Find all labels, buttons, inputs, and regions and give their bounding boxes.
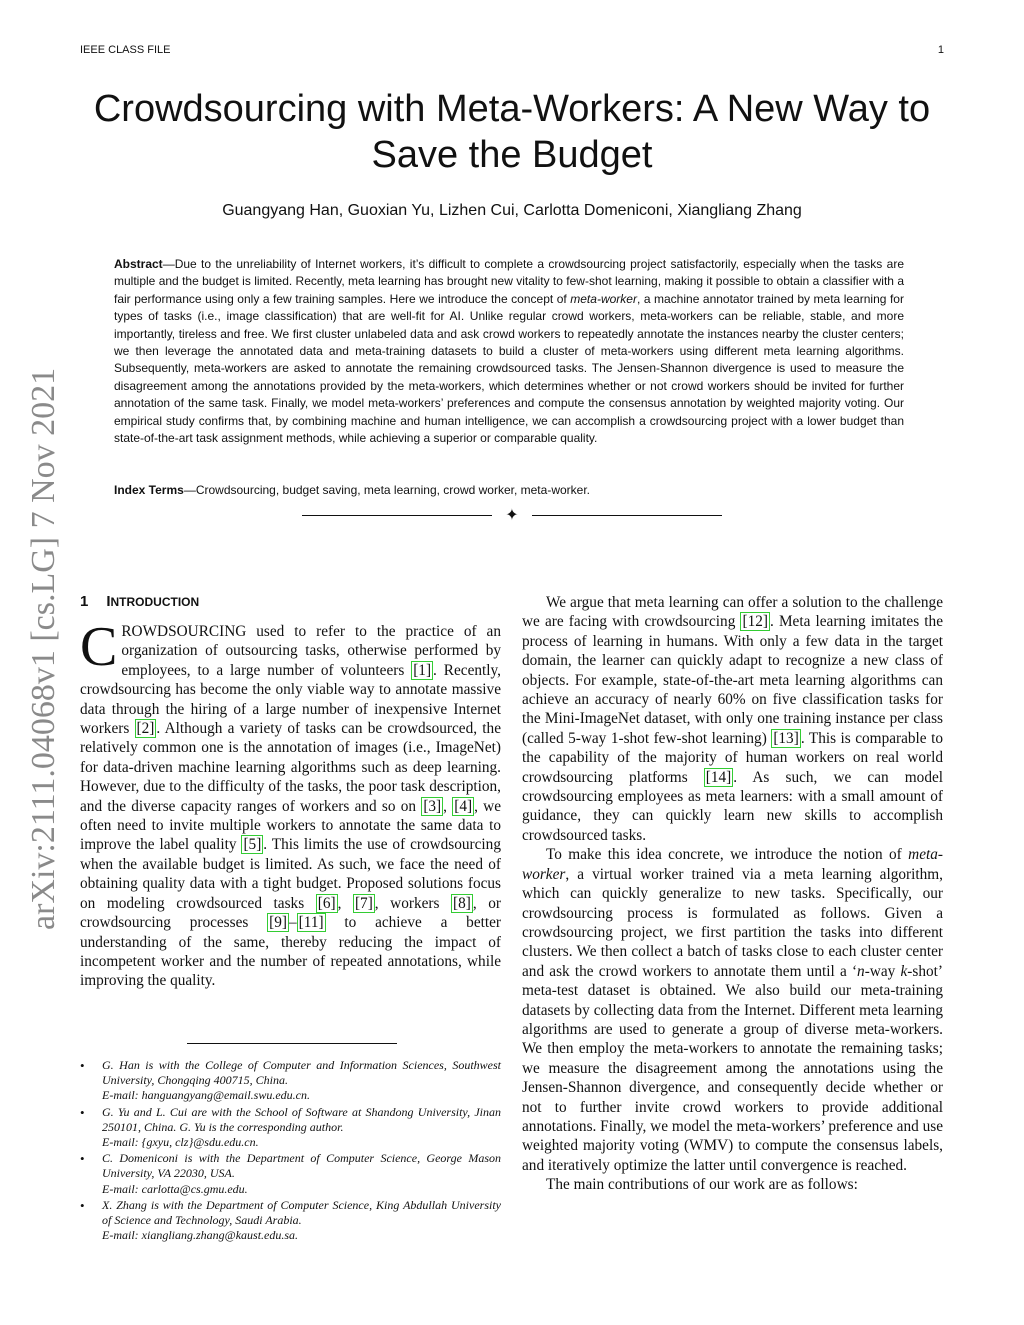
citation-link[interactable]: [5]	[243, 836, 262, 854]
footnote-item	[80, 1151, 501, 1197]
citation-link[interactable]: [6]	[317, 894, 336, 912]
text-run: , or crowdsourcing processes	[80, 894, 501, 932]
page-number: 1	[937, 44, 944, 56]
footnote-item	[80, 1058, 501, 1104]
right-column	[522, 593, 943, 1195]
citation-link[interactable]: [11]	[298, 914, 324, 932]
citation-link[interactable]: [7]	[354, 894, 373, 912]
index-terms-label: Index Terms	[114, 483, 184, 497]
section-title-rest: NTRODUCTION	[110, 595, 200, 609]
citation-link[interactable]: [8]	[453, 894, 471, 912]
citation-link[interactable]: [2]	[136, 720, 155, 738]
running-header: IEEE CLASS FILE	[80, 44, 171, 56]
text-run: -shot’ meta-test dataset is obtained. We also build our meta-training datasets by collecting data from the Internet. Different meta learning algorithms are used to generate a group of diverse meta-workers. We then employ the meta-workers to annotate the remaining tasks; we measure the disagreement among the annotations using the Jensen-Shannon divergence, and consequently decide whether or not to further invite crowd workers to provide additional annotations. Finally, we model the meta-workers’ preference and use weighted majority voting (WMV) to compute the consensus labels, and iteratively optimize the latter until convergence is reached.	[522, 962, 943, 1174]
math-n: n	[857, 962, 865, 980]
text-run: , we often need to invite multiple workers to annotate the same data to improve the label quality	[80, 797, 501, 854]
footnote-affiliation: • X. Zhang is with the Department of Computer Science, King Abdullah University of Science and Technology, Saudi Arabia.	[102, 1197, 501, 1228]
abstract-emphasis: meta-worker	[570, 291, 637, 306]
text-run: to achieve a better understanding of the same, thereby reducing the impact of incompetent worker and the number of repeated annotations, while improving the quality.	[80, 914, 501, 990]
abstract-text-2: , a machine annotator trained by meta learning for types of tasks (i.e., image classification) that are well-fit for AI. Unlike regular crowd workers, meta-workers can be reliable, stable, and more importantly, tireless and free. We first cluster unlabeled data and ask crowd workers to repeatedly annotate the instances nearby the cluster centers; we then leverage the annotated data and meta-training datasets to build a cluster of meta-workers using different meta learning algorithms. Subsequently, meta-workers are asked to annotate the remaining crowdsourced tasks. The Jensen-Shannon divergence is used to measure the disagreement among the annotations provided by the meta-workers, which determines whether or not crowd workers should be invited for further annotation of the same task. Finally, we model meta-workers’ preferences and compute the consensus annotation by weighted majority voting. Our empirical study confirms that, by combining machine and human intelligence, we can accomplish a crowdsourcing project with a lower budget than state-of-the-art task assignment methods, while achieving a superior or comparable quality.	[114, 291, 904, 446]
smallcaps-lead: ROWDSOURCING	[121, 623, 247, 640]
text-run: used to refer to the practice of an organization of outsourcing tasks, otherwise performed by employees, to a large number of volunteers	[121, 623, 501, 679]
abstract	[114, 256, 904, 447]
text-run: . This is comparable to the capability of the majority of human workers on real world crowdsourcing platforms	[522, 729, 943, 786]
paper-title: Crowdsourcing with Meta-Workers: A New Way to Save the Budget	[93, 88, 931, 176]
citation-link[interactable]: [13]	[773, 729, 799, 747]
section-title-initial: I	[106, 593, 111, 610]
left-column	[80, 616, 501, 991]
math-k: k	[900, 962, 908, 980]
text-run: –	[288, 914, 297, 932]
footnote-affiliation: • G. Han is with the College of Computer and Information Sciences, Southwest University, Chongqing 400715, China.	[102, 1058, 501, 1088]
text-run: , workers	[374, 894, 452, 912]
arxiv-stamp: arXiv:2111.04068v1 [cs.LG] 7 Nov 2021	[25, 367, 62, 930]
emphasis-meta-worker: meta-worker	[522, 846, 943, 883]
footnote-affiliation: • C. Domeniconi is with the Department of Computer Science, George Mason University, VA 22030, USA.	[102, 1151, 501, 1181]
text-run: . Although a variety of tasks can be crowdsourced, the relatively common one is the annotation of images (i.e., ImageNet) for data-driven machine learning algorithms such as deep learning. However, due to the difficulty of the tasks, the poor task description, and the diverse capacity ranges of workers and so on	[80, 720, 501, 815]
citation-link[interactable]: [12]	[742, 613, 768, 631]
citation-link[interactable]: [9]	[269, 914, 287, 932]
separator-line-left	[302, 515, 492, 516]
text-run: ,	[337, 894, 353, 912]
index-terms	[114, 482, 904, 499]
intro-paragraph-1	[80, 616, 501, 991]
text-run: We argue that meta learning can offer a solution to the challenge we are facing with crowdsourcing	[522, 594, 943, 631]
author-list: Guangyang Han, Guoxian Yu, Lizhen Cui, Carlotta Domeniconi, Xiangliang Zhang	[222, 202, 802, 219]
footnote-email: E-mail: carlotta@cs.gmu.edu.	[102, 1181, 248, 1196]
abstract-label: Abstract	[114, 257, 163, 271]
text-run: . This limits the use of crowdsourcing when the available budget is limited. As such, we face the need of obtaining quality data with a tight budget. Proposed solutions focus on modeling crowdsourced tasks	[80, 836, 501, 912]
text-run: -way	[864, 962, 901, 980]
affiliation-footnotes	[80, 1058, 501, 1244]
footnote-email: E-mail: {gxyu, clz}@sdu.edu.cn.	[102, 1135, 259, 1150]
abstract-text-1: —Due to the unreliability of Internet workers, it’s difficult to complete a crowdsourcing project satisfactorily, especially when the tasks are multiple and the budget is limited. Recently, meta learning has brought new vitality to few-shot learning, making it possible to obtain a classifier with a fair performance using only a few training samples. Here we introduce the concept of	[114, 257, 904, 306]
citation-link[interactable]: [4]	[454, 797, 473, 815]
separator-line-right	[532, 515, 722, 516]
separator-star-icon: ✦	[505, 507, 519, 524]
section-heading-introduction	[80, 593, 199, 610]
footnote-affiliation: • G. Yu and L. Cui are with the School of Software at Shandong University, Jinan 250101, China. G. Yu is the corresponding author.	[102, 1104, 501, 1134]
footnote-item	[80, 1198, 501, 1244]
footnote-rule	[187, 1043, 397, 1044]
text-run: To make this idea concrete, we introduce the notion of	[546, 846, 909, 864]
footnote-email: E-mail: hanguangyang@email.swu.edu.cn.	[102, 1088, 311, 1103]
footnote-email: E-mail: xiangliang.zhang@kaust.edu.sa.	[102, 1228, 299, 1243]
intro-paragraph-4: The main contributions of our work are as follows:	[546, 1176, 858, 1194]
citation-link[interactable]: [1]	[413, 661, 432, 679]
text-run: , a virtual worker trained via a meta learning algorithm, which can quickly generalize to new tasks. Specifically, our crowdsourcing process is formulated as follows. Given a crowdsourcing project, we first partition the tasks into different clusters. We then collect a batch of tasks close to each cluster center and ask the crowd workers to annotate them until a ‘	[522, 865, 943, 980]
section-separator	[302, 506, 722, 526]
footnote-item	[80, 1105, 501, 1151]
dropcap-letter: C	[80, 616, 118, 678]
intro-paragraph-2	[522, 593, 943, 845]
citation-link[interactable]: [14]	[705, 768, 732, 786]
citation-link[interactable]: [3]	[423, 797, 442, 815]
text-run: . As such, we can model crowdsourcing employees as meta learners: with a small amount of guidance, they can quickly learn new skills to accomplish crowdsourced tasks.	[522, 768, 944, 844]
intro-paragraph-3	[522, 845, 943, 1175]
text-run: . Recently, crowdsourcing has become the only viable way to annotate massive data through the hiring of a large number of inexpensive Internet workers	[80, 661, 501, 738]
index-terms-text: —Crowdsourcing, budget saving, meta learning, crowd worker, meta-worker.	[183, 483, 590, 497]
text-run: ,	[443, 797, 453, 815]
text-run: . Meta learning imitates the process of learning in humans. With only a few data in the target domain, the learner can quickly adapt to recognize a new class of objects. For example, state-of-the-art meta learning algorithms can achieve an accuracy of nearly 60% on five classification tasks for the Mini-ImageNet dataset, with only one training instance per class (called 5-way 1-shot few-shot learning)	[522, 613, 943, 747]
section-number: 1	[80, 593, 89, 610]
